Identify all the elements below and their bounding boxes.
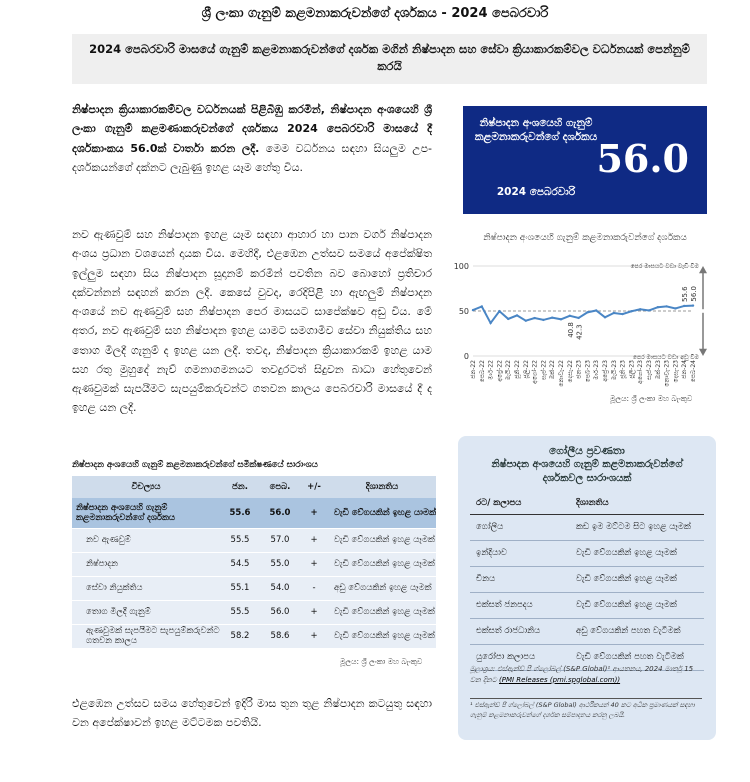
data-point [507, 318, 509, 320]
x-tick-label: සැප්-22 [540, 360, 548, 380]
row-trend: වැඩි වේගයකින් ඉහළ යෑමක් [328, 552, 436, 576]
data-point [569, 315, 571, 317]
table-row [72, 552, 436, 576]
table-row [72, 576, 436, 600]
x-tick-label: ජූලි-23 [628, 360, 636, 379]
global-subtitle: නිෂ්පාදන අංශයෙහි ගැනුම් කළමනාකරුවන්ගේ දර්ශකවල සාරාංශයක් [491, 459, 683, 484]
x-tick-label: ඔක්-23 [654, 360, 662, 380]
paragraph-details: නව ඇණවුම් සහ නිෂ්පාදන ඉහළ යෑම සඳහා ආහාර හා පාන වර්ග නිෂ්පාදන අංශය ප්‍රධාන වශයෙන් දායක විය. මෙහිදී, එළඹෙන උත්සව සමයේ අපේක්ෂිත ඉල්ලුම සඳහා සිය නිෂ්පාදන සූදානම් කරමින් පවතින බව බොහෝ ප්‍රතිචාර දක්වන්නන් සඳහන් කරන ලදී. කෙසේ වුවද, රෙදිපිළි හා ඇඟලුම් නිෂ්පාදන අංශයේ නව ඇණවුම් සහ නිෂ්පාදන පෙර මාසයට සාපේක්ෂව අඩු විය. මේ අතර, නව ඇණවුම් සහ නිෂ්පාදන ඉහළ යාමට සමගාමීව සේවා නියුක්තිය සහ තොග මිලදී ගැනුම් ද ඉහළ යන ලදී. තවද, නිෂ්පාදන ක්‍රියාකාරකම් ඉහළ යාම සහ රතු මුහුදේ නැව් ගමනාගමනයට තවදුරටත් සිදුවන බාධා හේතුවෙන් ඇණවුමක් සැපයීමට සැපයුම්කරුවන්ට ගතවන කාලය පෙබරවාරි මාසයේ දී ද ඉහළ යන ලදී. [72, 228, 432, 415]
global-trend: වැඩි වේගයකින් ඉහළ යෑමක් [570, 540, 704, 566]
table-row [72, 600, 436, 624]
th-trend: දිශානතිය [328, 476, 436, 498]
row-sign: + [300, 528, 328, 552]
data-point [595, 309, 597, 311]
data-point [481, 305, 483, 307]
row-label: නව ඇණවුම් [72, 528, 220, 552]
data-point [639, 308, 641, 310]
x-tick-label: මැයි-23 [610, 360, 618, 381]
row-sign: + [300, 624, 328, 648]
page-title: ශ්‍රී ලංකා ගැනුම් කළමනාකරුවන්ගේ දර්ශකය - 2024 පෙබරවාරි [201, 6, 549, 21]
chart-source: මූලය: ශ්‍රී ලංකා මහ බැංකුව [610, 394, 693, 403]
x-tick-label: දෙසැ-23 [672, 360, 680, 383]
global-row [470, 592, 704, 618]
global-trend: අඩු වේගයකින් පහත වැටීමක් [570, 618, 704, 644]
gth-trend: දිශානතිය [570, 492, 704, 514]
pmi-releases-link[interactable]: (PMI Releases (pmi.spglobal.com)) [499, 675, 621, 684]
x-tick-label: ජූනි-22 [514, 360, 521, 379]
row-trend: අඩු වේගයකින් ඉහළ යෑමක් [328, 576, 436, 600]
table-row [72, 498, 436, 528]
data-point [683, 305, 685, 307]
x-tick-label: ජන-23 [575, 360, 583, 379]
pmi-line-chart [445, 258, 715, 394]
x-tick-label: සැප්-23 [646, 360, 653, 380]
global-trend: වැඩි වේගයකින් ඉහළ යෑමක් [570, 566, 704, 592]
row-trend: වැඩි වේගයකින් ඉහළ යෑමක් [328, 624, 436, 648]
row-sign: - [300, 576, 328, 600]
global-row [470, 540, 704, 566]
row-feb-value: 54.0 [260, 576, 300, 600]
row-sign: + [300, 552, 328, 576]
data-point [516, 314, 518, 316]
y-tick-label: 0 [463, 352, 469, 361]
data-point [533, 317, 535, 319]
x-tick-label: අගෝ-23 [637, 360, 645, 384]
data-point [525, 320, 527, 322]
th-feb: පෙබ. [260, 476, 300, 498]
data-point [542, 319, 544, 321]
headline-label: නිෂ්පාදන අංශයෙහි ගැනුම් කළමනාකරුවන්ගේ දර්ශකය [474, 117, 598, 144]
global-table [470, 492, 704, 671]
table-row [72, 624, 436, 648]
headline-value: 56.0 [596, 136, 689, 181]
data-point [604, 316, 606, 318]
global-region: එක්සත් රාජධානිය [470, 618, 570, 644]
global-panel-title [458, 444, 716, 485]
headline-date: 2024 පෙබරවාරි [496, 186, 576, 198]
global-region: එක්සත් ජනපදය [470, 592, 570, 618]
row-feb-value: 56.0 [260, 498, 300, 528]
row-jan-value: 55.5 [220, 600, 260, 624]
th-sign: +/- [300, 476, 328, 498]
global-trends-panel [458, 436, 716, 740]
row-trend: වැඩි වේගයකින් ඉහළ යෑමක් [328, 600, 436, 624]
paragraph-outlook: එළඹෙන උත්සව සමය හේතුවෙන් ඉදිරි මාස තුන තුළ නිෂ්පාදන කටයුතු සඳහා වන අපේක්ෂාවන් ඉහළ මට්ටමක පවතියි. [72, 697, 432, 730]
y-tick-label: 50 [458, 307, 469, 316]
data-point [498, 310, 500, 312]
global-row [470, 618, 704, 644]
annotation-above: පෙර මාසයට වඩා වැඩි වීම [630, 262, 699, 270]
global-trend: කඩ ඉම මට්ටම සිට ඉහළ යෑමක් [570, 514, 704, 540]
up-arrow-icon [699, 266, 707, 273]
row-jan-value: 55.5 [220, 528, 260, 552]
subtitle-banner: 2024 පෙබරවාරි මාසයේ ගැනුම් කළමනාකරුවන්ගේ දර්ශක මගින් නිෂ්පාදන සහ සේවා ක්‍රියාකාරකම්වල වර්ධනයක් පෙන්නුම් කරයි [72, 34, 707, 84]
data-point [586, 311, 588, 313]
x-tick-label: පෙබ-22 [478, 360, 486, 383]
row-label: නිෂ්පාදන අංශයෙහි ගැනුම් කළමනාකරුවන්ගේ දර්ශකය [72, 498, 220, 528]
row-label: ඇණවුමක් සැපයීමට සැපයුම්කරුවන්ට ගතවන කාලය [72, 624, 220, 648]
data-label: 40.8 [566, 322, 575, 338]
global-source-text: මූලාශ්‍රය: එස්ඇන්ඩ් පී ග්ලෝබල් (S&P Global)¹ ආයතනය, 2024 මාර්තු 15 වන දිනට [470, 665, 694, 684]
global-trend: වැඩි වේගයකින් පහත වැටීමක් [570, 644, 704, 670]
th-jan: ජන. [220, 476, 260, 498]
global-region: ඉන්දියාව [470, 540, 570, 566]
x-tick-label: නොවැ-23 [663, 360, 671, 387]
global-row [470, 566, 704, 592]
chart-title: නිෂ්පාදන අංශයෙහි ගැනුම් කළමනාකරුවන්ගේ දර්ශකය [483, 233, 687, 243]
data-point [692, 304, 694, 306]
data-point [489, 322, 491, 324]
row-label: තොග මිලදී ගැනුම් [72, 600, 220, 624]
x-tick-label: මාර්-23 [593, 360, 601, 380]
data-point [665, 305, 667, 307]
x-tick-label: මාර්-22 [487, 360, 495, 380]
row-label: සේවා නියුක්තිය [72, 576, 220, 600]
y-tick-label: 100 [453, 262, 469, 271]
data-point [613, 312, 615, 314]
summary-table-title: නිෂ්පාදන අංශයෙහි ගැනුම් කළමනාකරුවන්ගේ සමීක්ෂණයේ සාරාංශය [72, 460, 318, 470]
row-jan-value: 54.5 [220, 552, 260, 576]
row-trend: වැඩි වේගයකින් ඉහළ යාමක් [328, 498, 436, 528]
data-point [560, 318, 562, 320]
down-arrow-icon [699, 349, 707, 356]
global-region: ගෝලීය [470, 514, 570, 540]
intro-bold-text: නිෂ්පාදන ක්‍රියාකාරකම්වල වර්ධනයක් පිළිබිඹු කරමින්, නිෂ්පාදන අංශයෙහි ශ්‍රී ලංකා ගැනුම් කළමණාකරුවන්ගේ දර්ශකය 2024 පෙබරවාරි මාසයේ දී දර්ශකාංකය 56.0ක් වාර්තා කරන ලදී. [72, 103, 432, 155]
row-jan-value: 55.1 [220, 576, 260, 600]
data-point [657, 306, 659, 308]
row-feb-value: 56.0 [260, 600, 300, 624]
x-tick-label: ඔක්-22 [549, 360, 557, 380]
data-label: 42.3 [575, 324, 584, 340]
data-point [648, 309, 650, 311]
x-tick-label: ජූනි-23 [619, 360, 627, 379]
x-tick-label: මැයි-22 [505, 360, 513, 381]
headline-pmi-box [463, 106, 707, 214]
table-row [72, 528, 436, 552]
x-tick-label: දෙසැ-22 [566, 360, 574, 383]
x-tick-label: අප්‍රේ-23 [602, 360, 609, 382]
annotation-below: පෙර මාසයට වඩා අඩු වීම [632, 354, 699, 361]
row-feb-value: 57.0 [260, 528, 300, 552]
row-feb-value: 55.0 [260, 552, 300, 576]
x-tick-label: ජන-24 [681, 360, 689, 379]
global-footnote: ¹ එස්ඇන්ඩ් පී ග්ලෝබල් (S&P Global) ආර්ථිකයන් 40 කට අධික ප්‍රමාණයක් සඳහා ගැනුම් කළමනාකරුවන්ගේ දර්ශක සම්පාදනය කරනු ලබයි. [470, 698, 702, 721]
x-tick-label: ජන-22 [470, 360, 477, 379]
row-label: නිෂ්පාදන [72, 552, 220, 576]
data-point [674, 307, 676, 309]
summary-table [72, 476, 436, 649]
pmi-series-line [473, 306, 693, 323]
global-title: ගෝලීය ප්‍රවණතා [549, 445, 625, 457]
data-point [472, 309, 474, 311]
global-source [470, 664, 702, 685]
data-label: 55.6 [681, 286, 690, 302]
paragraph-intro [72, 100, 432, 215]
global-trend: වැඩි වේගයකින් ඉහළ යෑමක් [570, 592, 704, 618]
data-point [621, 313, 623, 315]
data-point [551, 316, 553, 318]
x-tick-label: පෙබ-24 [690, 360, 697, 383]
row-jan-value: 58.2 [220, 624, 260, 648]
row-sign: + [300, 498, 328, 528]
table-source: මූලය: ශ්‍රී ලංකා මහ බැංකුව [340, 657, 423, 666]
data-point [577, 317, 579, 319]
th-variable: විචල්‍යය [72, 476, 220, 498]
row-trend: වැඩි වේගයකින් ඉහළ යෑමක් [328, 528, 436, 552]
x-tick-label: නොවැ-22 [558, 360, 565, 387]
x-tick-label: පෙබ-23 [584, 360, 592, 383]
global-region: යුරෝපා කලාපය [470, 644, 570, 670]
x-tick-label: අප්‍රේ-22 [496, 360, 504, 382]
data-point [630, 310, 632, 312]
row-feb-value: 58.6 [260, 624, 300, 648]
data-label: 56.0 [690, 286, 698, 302]
x-tick-label: ජූලි-22 [522, 360, 530, 379]
global-row [470, 514, 704, 540]
row-sign: + [300, 600, 328, 624]
gth-region: රට/ කලාපය [470, 492, 570, 514]
global-region: චීනය [470, 566, 570, 592]
x-tick-label: අගෝ-22 [531, 360, 539, 384]
intro-rest-text: මෙම වර්ධනය සඳහා සියලුම උප-දර්ශකයන්ගේ දක්නට ලැබුණු ඉහළ යෑම හේතු විය. [72, 141, 433, 174]
row-jan-value: 55.6 [220, 498, 260, 528]
